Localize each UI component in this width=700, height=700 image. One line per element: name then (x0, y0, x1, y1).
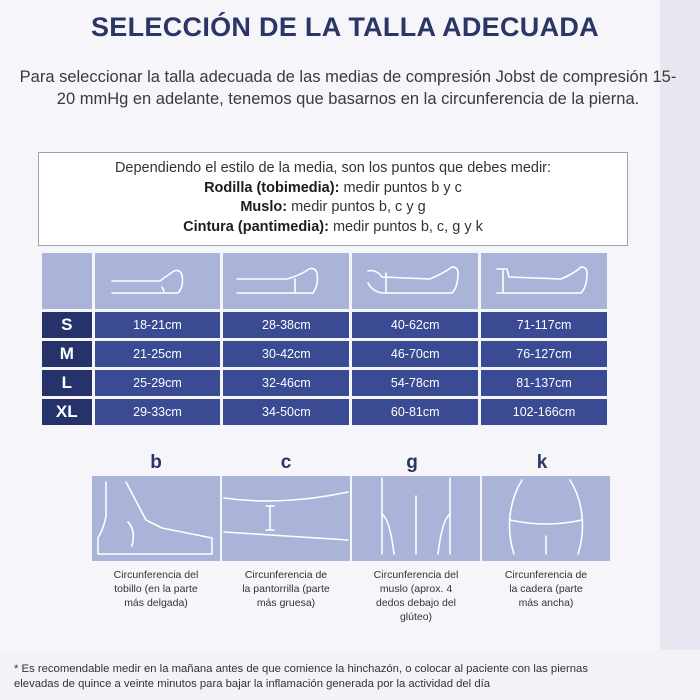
measure-line-text: medir puntos b y c (339, 179, 462, 196)
caption-line: la cadera (parte (509, 583, 583, 595)
header-cell-ankle (95, 253, 221, 309)
measure-box-heading: Dependiendo el estilo de la media, son los puntos que debes medir: (114, 160, 552, 176)
footnote-line: * Es recomendable medir en la mañana antes de que comience la hinchazón, o colocar al paciente con las piernas (14, 663, 588, 675)
size-label: XL (42, 399, 92, 425)
size-label: M (42, 341, 92, 367)
size-table-corner (42, 253, 92, 309)
size-value-thigh: 54-78cm (352, 370, 478, 396)
caption-line: tobillo (en la parte (114, 583, 198, 595)
caption-ankle (92, 568, 220, 610)
caption-line: muslo (aprox. 4 (379, 583, 453, 595)
size-value-calf: 28-38cm (223, 312, 349, 338)
header-cell-calf (223, 253, 349, 309)
caption-line: Circunferencia del (113, 569, 199, 581)
size-table-header (42, 253, 610, 309)
size-label: L (42, 370, 92, 396)
point-illustrations (92, 476, 612, 561)
size-value-calf: 30-42cm (223, 341, 349, 367)
caption-line: dedos debajo del (376, 597, 456, 609)
header-cell-thigh (352, 253, 478, 309)
size-row-s (42, 309, 610, 338)
caption-line: más delgada) (124, 597, 188, 609)
size-value-ankle: 29-33cm (95, 399, 221, 425)
page-title: SELECCIÓN DE LA TALLA ADECUADA (91, 12, 599, 42)
size-value-thigh: 40-62cm (352, 312, 478, 338)
size-value-hip: 71-117cm (481, 312, 607, 338)
caption-line: la pantorrilla (parte (242, 583, 330, 595)
caption-line: más ancha) (518, 597, 574, 609)
caption-calf (222, 568, 350, 610)
footnote (14, 662, 694, 692)
point-letter-g: g (406, 452, 418, 473)
size-row-m (42, 338, 610, 367)
full-leg-icon (489, 261, 599, 301)
size-value-hip: 76-127cm (481, 341, 607, 367)
size-label: S (42, 312, 92, 338)
footnote-line: elevadas de quince a veinte minutos para bajar la inflamación generada por la actividad del día (14, 678, 491, 690)
point-letter-c: c (280, 452, 292, 473)
hip-icon (482, 476, 610, 561)
intro-paragraph: Para seleccionar la talla adecuada de las medias de compresión Jobst de compresión 15-20 mmHg en adelante, tenemos que basarnos en la circunferencia de la pierna. (19, 68, 677, 108)
size-table (42, 253, 610, 425)
point-letter-k: k (536, 452, 548, 473)
size-value-ankle: 21-25cm (95, 341, 221, 367)
measure-line-label: Muslo: (240, 199, 288, 215)
size-value-calf: 34-50cm (223, 399, 349, 425)
measure-line-waist (39, 218, 627, 238)
size-value-hip: 102-166cm (481, 399, 607, 425)
caption-line: más gruesa) (256, 597, 316, 609)
measure-line-knee (39, 179, 627, 199)
measurement-points-box (38, 152, 628, 246)
size-value-hip: 81-137cm (481, 370, 607, 396)
thigh-icon (352, 476, 480, 561)
caption-hip (482, 568, 610, 610)
caption-line: glúteo) (399, 611, 433, 623)
ankle-illustration-panel (92, 476, 220, 561)
calf-illustration-panel (222, 476, 350, 561)
caption-line: Circunferencia del (373, 569, 459, 581)
size-value-calf: 32-46cm (223, 370, 349, 396)
point-letter-b: b (150, 452, 162, 473)
size-value-thigh: 60-81cm (352, 399, 478, 425)
size-value-ankle: 18-21cm (95, 312, 221, 338)
measure-line-label: Cintura (pantimedia): (183, 218, 329, 235)
header-cell-full (481, 253, 607, 309)
measure-line-label: Rodilla (tobimedia): (204, 179, 340, 196)
hip-illustration-panel (482, 476, 610, 561)
caption-line: Circunferencia de (244, 569, 328, 581)
thigh-leg-icon (360, 261, 470, 301)
measure-line-text: medir puntos b, c y g (287, 199, 426, 215)
thigh-illustration-panel (352, 476, 480, 561)
size-value-thigh: 46-70cm (352, 341, 478, 367)
calf-leg-section-icon (222, 476, 350, 561)
calf-leg-icon (231, 261, 341, 301)
ankle-foot-icon (92, 476, 220, 561)
size-value-ankle: 25-29cm (95, 370, 221, 396)
measure-line-thigh (39, 198, 627, 218)
ankle-leg-icon (102, 261, 212, 301)
point-letters (92, 452, 612, 478)
size-row-xl (42, 396, 610, 425)
size-row-l (42, 367, 610, 396)
caption-thigh (352, 568, 480, 624)
caption-line: Circunferencia de (504, 569, 588, 581)
measure-line-text: medir puntos b, c, g y k (328, 218, 483, 235)
